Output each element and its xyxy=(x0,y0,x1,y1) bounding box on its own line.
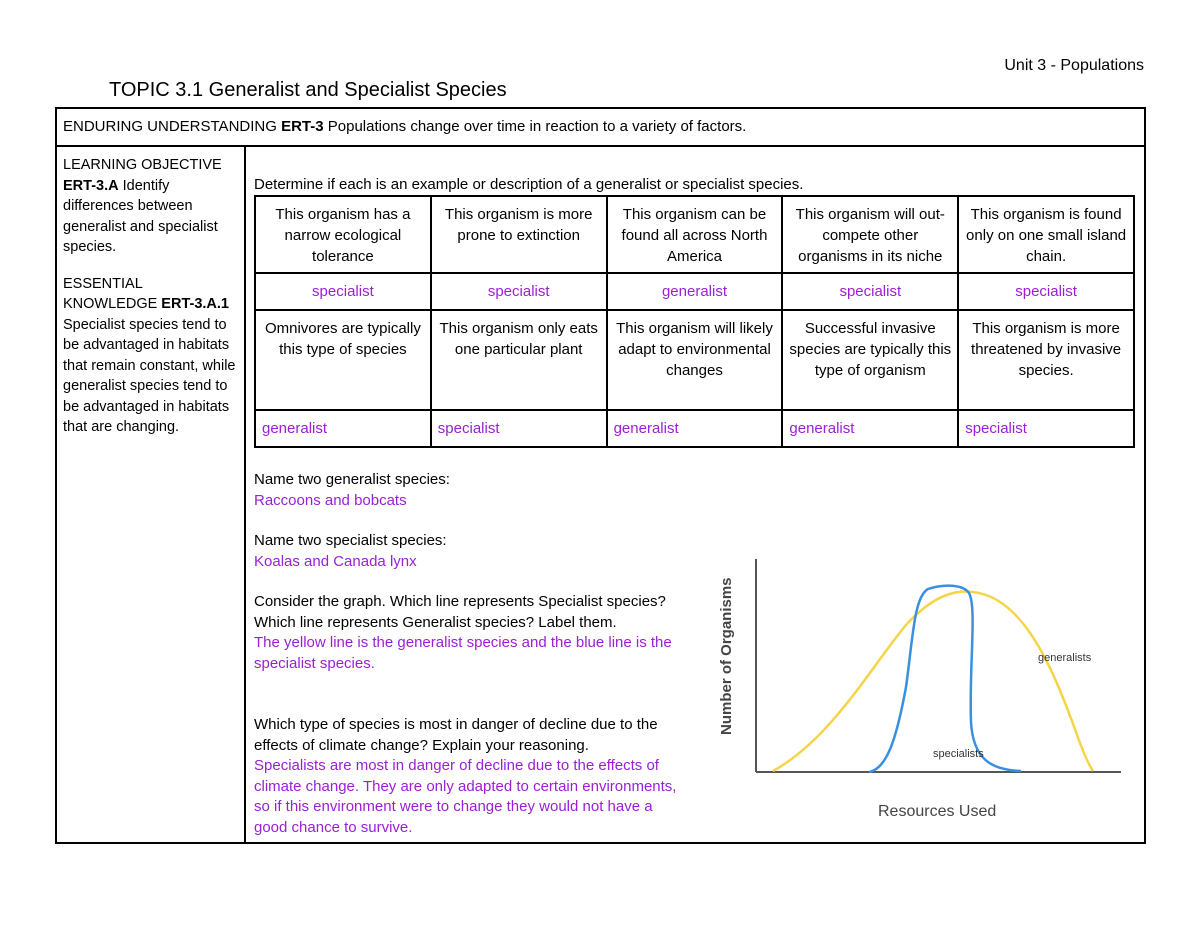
instruction: Determine if each is an example or description of a generalist or specialist species. xyxy=(254,176,804,193)
answer-cell: specialist xyxy=(255,273,431,310)
ek-code: ERT-3.A.1 xyxy=(161,296,229,312)
answer-text: Koalas and Canada lynx xyxy=(254,552,417,570)
prompt-cell: This organism will out-compete other organisms in its niche xyxy=(782,196,958,273)
question-1 xyxy=(254,470,694,511)
question-3 xyxy=(254,592,684,674)
answer-text: The yellow line is the generalist species and the blue line is the specialist species. xyxy=(254,634,672,672)
specialist-curve xyxy=(869,586,1021,772)
ek-label: ESSENTIAL KNOWLEDGE xyxy=(63,275,158,312)
lo-prefix: LEARNING OBJECTIVE xyxy=(63,157,222,173)
prompt-cell: This organism can be found all across North America xyxy=(607,196,783,273)
answer-cell: specialist xyxy=(958,410,1134,447)
prompt-cell: Successful invasive species are typically this type of organism xyxy=(782,310,958,410)
prompt-cell: This organism is more threatened by invasive species. xyxy=(958,310,1134,410)
prompt-cell: This organism only eats one particular plant xyxy=(431,310,607,410)
lo-code: ERT-3.A xyxy=(63,177,119,194)
prompt-cell: This organism is more prone to extinction xyxy=(431,196,607,273)
answer-cell: specialist xyxy=(958,273,1134,310)
essential-knowledge xyxy=(63,274,238,438)
question-text: Which type of species is most in danger of decline due to the effects of climate change? Explain your reasoning. xyxy=(254,716,658,754)
activity-column xyxy=(246,147,1144,842)
niche-graph xyxy=(701,527,1121,827)
specialists-label: specialists xyxy=(933,748,984,760)
learning-objective xyxy=(63,155,238,258)
unit-label: Unit 3 - Populations xyxy=(1004,57,1144,74)
prompt-cell: This organism is found only on one small island chain. xyxy=(958,196,1134,273)
eu-prefix: ENDURING UNDERSTANDING xyxy=(63,118,282,135)
eu-text: Populations change over time in reaction to a variety of factors. xyxy=(323,118,747,135)
classification-table xyxy=(254,195,1135,448)
question-text: Consider the graph. Which line represents Specialist species? Which line represents Generalist species? Label them. xyxy=(254,593,666,631)
question-text: Name two specialist species: xyxy=(254,532,447,549)
ek-text: Specialist species tend to be advantaged in habitats that remain constant, while generalist species tend to be advantaged in habitats that are changing. xyxy=(63,316,236,435)
eu-code: ERT-3 xyxy=(281,118,324,135)
answer-cell: specialist xyxy=(431,273,607,310)
prompt-cell: Omnivores are typically this type of species xyxy=(255,310,431,410)
enduring-understanding xyxy=(57,109,1144,147)
generalists-label: generalists xyxy=(1038,652,1092,664)
answer-text: Raccoons and bobcats xyxy=(254,491,407,509)
prompt-cell: This organism has a narrow ecological tolerance xyxy=(255,196,431,273)
x-axis-label: Resources Used xyxy=(878,803,997,820)
question-4 xyxy=(254,715,684,838)
y-axis-label: Number of Organisms xyxy=(718,577,735,735)
prompt-cell: This organism will likely adapt to environmental changes xyxy=(607,310,783,410)
answer-cell: generalist xyxy=(782,410,958,447)
objectives-column xyxy=(57,147,246,842)
question-2 xyxy=(254,531,694,572)
answer-text: Specialists are most in danger of decline due to the effects of climate change. They are only adapted to certain environments, so if this environment were to change they would not have a good chance to survive. xyxy=(254,757,677,836)
answer-cell: generalist xyxy=(255,410,431,447)
lo-text: Identify differences between generalist and specialist species. xyxy=(63,177,218,255)
answer-cell: generalist xyxy=(607,410,783,447)
answer-cell: specialist xyxy=(782,273,958,310)
worksheet-table xyxy=(55,107,1146,844)
generalist-curve xyxy=(773,592,1093,771)
page-title: TOPIC 3.1 Generalist and Specialist Species xyxy=(109,79,507,101)
answer-cell: specialist xyxy=(431,410,607,447)
answer-cell: generalist xyxy=(607,273,783,310)
question-text: Name two generalist species: xyxy=(254,471,450,488)
